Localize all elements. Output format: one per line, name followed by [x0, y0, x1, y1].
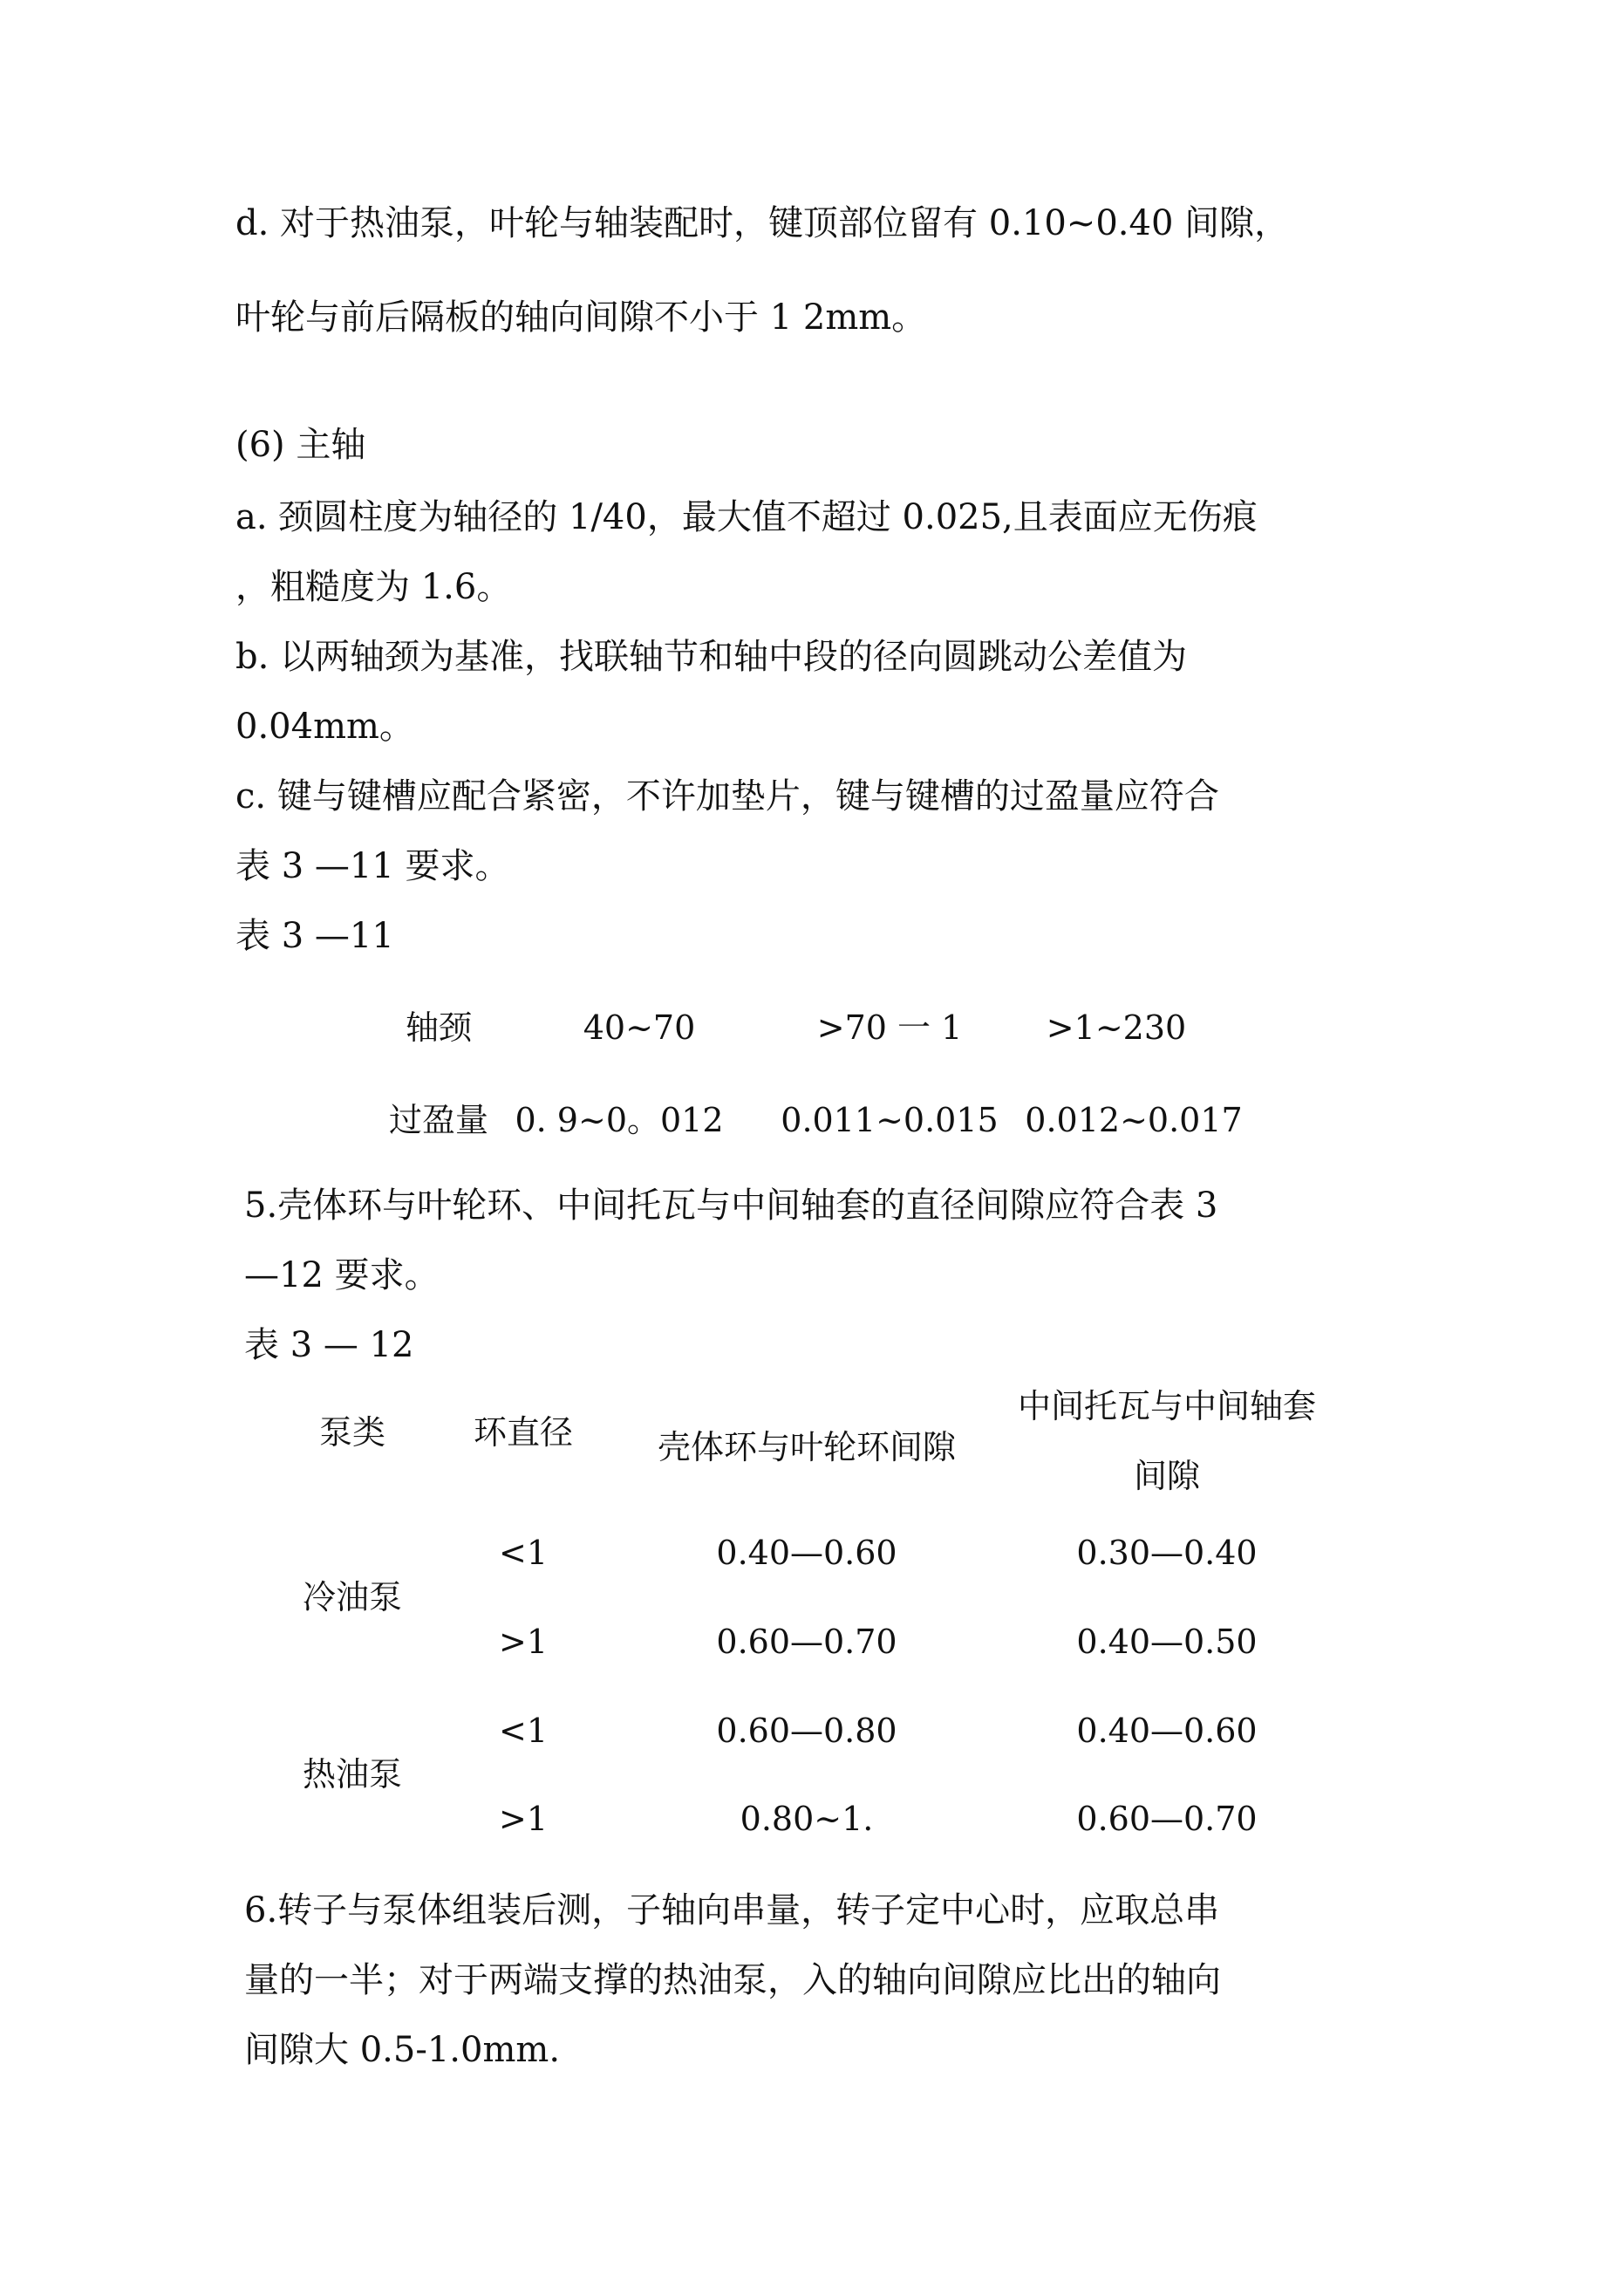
- table-3-12-diameter-cell: <1: [498, 1534, 549, 1572]
- table-3-11-header-cell: 轴颈: [405, 1008, 473, 1047]
- section-6-heading: (6) 主轴: [235, 425, 366, 465]
- table-3-11-header-cell: 40~70: [583, 1008, 696, 1047]
- table-3-11-cell: 0.011~0.015: [781, 1101, 999, 1139]
- table-3-12-casing-gap-cell: 0.80~1.: [740, 1800, 874, 1838]
- table-3-11-cell: 0.012~0.017: [1025, 1101, 1243, 1139]
- table-3-12-casing-gap-cell: 0.40—0.60: [716, 1534, 897, 1572]
- table-3-12-sleeve-gap-cell: 0.30—0.40: [1076, 1534, 1258, 1572]
- section-6-b-line-2: 0.04mm。: [235, 707, 414, 747]
- table-3-11-header-cell: >70 一 1: [816, 1008, 963, 1047]
- section-6-a-line-1: a. 颈圆柱度为轴径的 1/40，最大值不超过 0.025,且表面应无伤痕: [235, 497, 1258, 537]
- item-5-line-2: —12 要求。: [244, 1255, 440, 1295]
- table-3-12-pump-label: 热油泵: [302, 1755, 403, 1794]
- clause-d-line-2: 叶轮与前后隔板的轴向间隙不小于 1 2mm。: [235, 297, 927, 338]
- table-3-12-sleeve-gap-cell: 0.40—0.60: [1076, 1712, 1258, 1750]
- item-6-line-2: 量的一半；对于两端支撑的热油泵，入的轴向间隙应比出的轴向: [244, 1960, 1221, 2000]
- item-6-line-1: 6.转子与泵体组装后测，子轴向串量，转子定中心时，应取总串: [244, 1890, 1220, 1930]
- table-3-12-pump-label: 冷油泵: [302, 1578, 403, 1616]
- table-3-12-diameter-cell: >1: [498, 1623, 549, 1661]
- table-3-12-header-sleeve-gap-line-1: 中间托瓦与中间轴套: [1017, 1387, 1317, 1425]
- table-3-12-header-pump-type: 泵类: [318, 1413, 386, 1452]
- section-6-a-line-2: ，粗糙度为 1.6。: [235, 567, 512, 607]
- table-3-12-header-sleeve-gap-line-2: 间隙: [1133, 1457, 1201, 1495]
- table-3-12-casing-gap-cell: 0.60—0.70: [716, 1623, 897, 1661]
- table-3-11-cell: 0. 9~0。012: [515, 1101, 724, 1139]
- table-3-11-row-label: 过盈量: [388, 1101, 489, 1139]
- section-6-b-line-1: b. 以两轴颈为基准，找联轴节和轴中段的径向圆跳动公差值为: [235, 637, 1188, 677]
- table-3-11-header-cell: >1~230: [1046, 1008, 1187, 1047]
- table-3-12-sleeve-gap-cell: 0.40—0.50: [1076, 1623, 1258, 1661]
- item-6-line-3: 间隙大 0.5-1.0mm.: [244, 2030, 561, 2070]
- item-5-line-1: 5.壳体环与叶轮环、中间托瓦与中间轴套的直径间隙应符合表 3: [244, 1186, 1218, 1226]
- table-3-12-header-ring-diameter: 环直径: [473, 1413, 574, 1452]
- clause-d-line-1: d. 对于热油泵，叶轮与轴装配时，键顶部位留有 0.10~0.40 间隙，: [235, 203, 1290, 243]
- table-3-12-caption: 表 3 — 12: [244, 1325, 414, 1365]
- table-3-12-sleeve-gap-cell: 0.60—0.70: [1076, 1800, 1258, 1838]
- table-3-12-casing-gap-cell: 0.60—0.80: [716, 1712, 897, 1750]
- table-3-12-header-casing-gap: 壳体环与叶轮环间隙: [657, 1428, 957, 1466]
- table-3-12-diameter-cell: >1: [498, 1800, 549, 1838]
- section-6-c-line-1: c. 键与键槽应配合紧密，不许加垫片，键与键槽的过盈量应符合: [235, 776, 1219, 817]
- table-3-12-diameter-cell: <1: [498, 1712, 549, 1750]
- section-6-c-line-2: 表 3 —11 要求。: [235, 846, 510, 886]
- table-3-11-caption: 表 3 —11: [235, 916, 394, 956]
